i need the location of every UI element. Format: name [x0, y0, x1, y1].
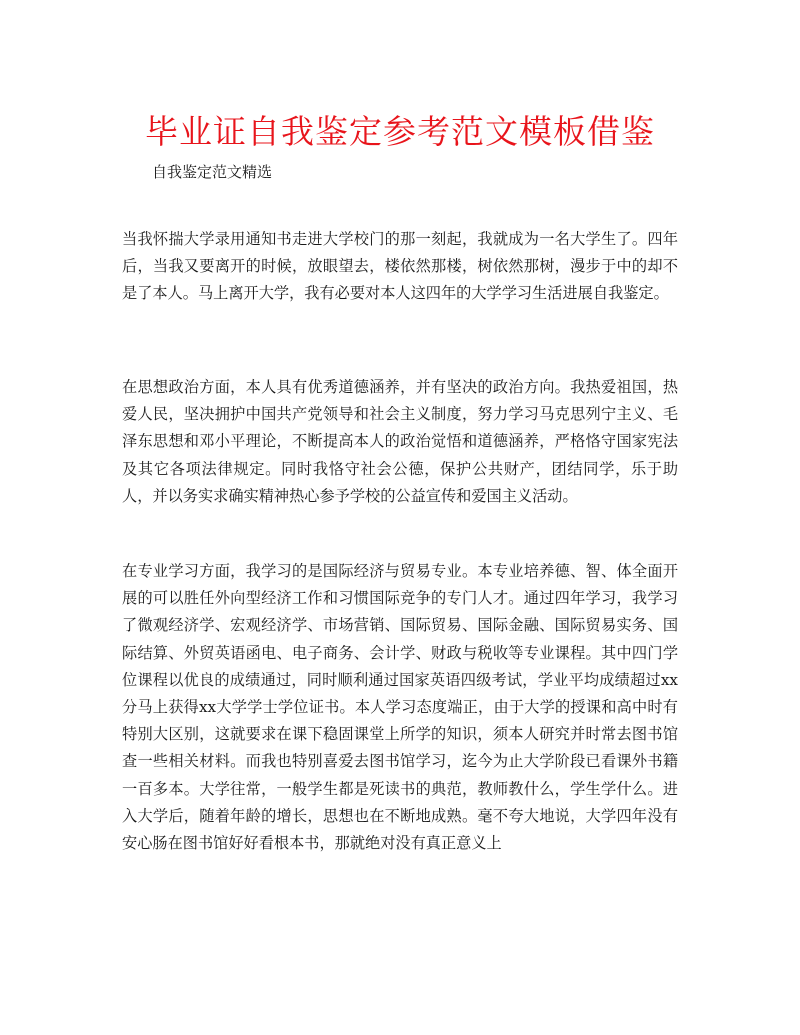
document-title: 毕业证自我鉴定参考范文模板借鉴 [145, 112, 655, 151]
paragraph-academic: 在专业学习方面，我学习的是国际经济与贸易专业。本专业培养德、智、体全面开展的可以胜任外向型经济工作和习惯国际竞争的专门人才。通过四年学习，我学习了微观经济学、宏观经济学、市场营销、国际贸易、国际金融、国际贸易实务、国际结算、外贸英语函电、电子商务、会计学、财政与税收等专业课程。其中四门学位课程以优良的成绩通过，同时顺利通过国家英语四级考试，学业平均成绩超过xx分马上获得xx大学学士学位证书。本人学习态度端正，由于大学的授课和高中时有特别大区别，这就要求在课下稳固课堂上所学的知识，须本人研究并时常去图书馆查一些相关材料。而我也特别喜爱去图书馆学习，迄今为止大学阶段已看课外书籍一百多本。大学往常，一般学生都是死读书的典范，教师教什么，学生学什么。进入大学后，随着年龄的增长，思想也在不断地成熟。毫不夸大地说，大学四年没有安心肠在图书馆好好看根本书，那就绝对没有真正意义上 [122, 562, 678, 853]
paragraph-political: 在思想政治方面，本人具有优秀道德涵养，并有坚决的政治方向。我热爱祖国，热爱人民，坚决拥护中国共产党领导和社会主义制度，努力学习马克思列宁主义、毛泽东思想和邓小平理论，不断提高本人的政治觉悟和道德涵养，严格恪守国家宪法及其它各项法律规定。同时我恪守社会公德，保护公共财产，团结同学，乐于助人，并以务实求确实精神热心参予学校的公益宣传和爱国主义活动。 [122, 378, 678, 505]
document-subtitle: 自我鉴定范文精选 [152, 163, 273, 181]
paragraph-intro: 当我怀揣大学录用通知书走进大学校门的那一刻起，我就成为一名大学生了。四年后，当我又要离开的时候，放眼望去，楼依然那楼，树依然那树，漫步于中的却不是了本人。马上离开大学，我有必要对本人这四年的大学学习生活进展自我鉴定。 [122, 230, 678, 303]
